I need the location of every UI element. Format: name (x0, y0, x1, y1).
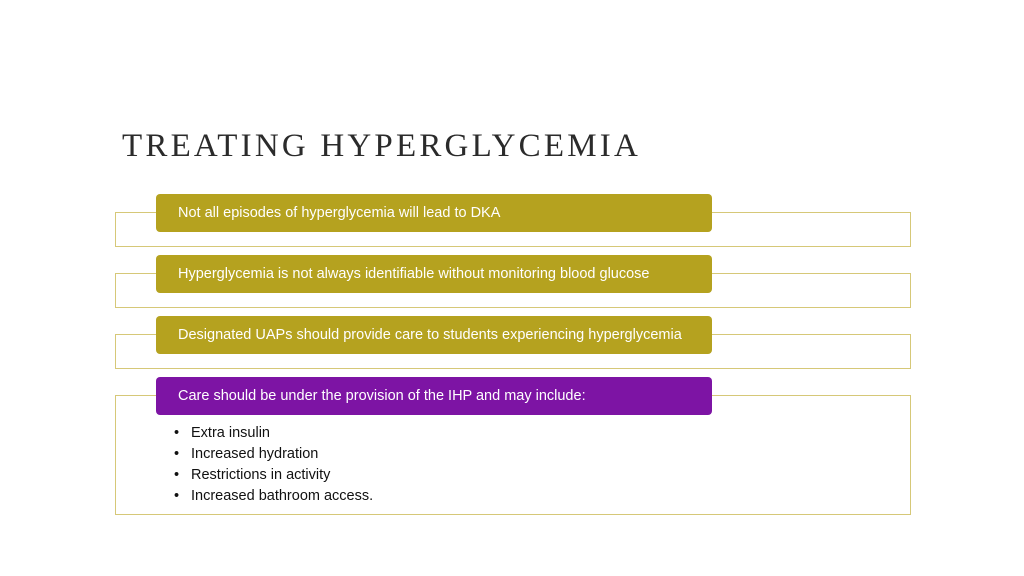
list-item (174, 465, 373, 486)
list-item (174, 444, 373, 465)
list-item (174, 486, 373, 507)
care-heading-text: Care should be under the provision of the IHP and may include: (178, 388, 586, 404)
point-label-bar (156, 255, 712, 293)
point-text: Not all episodes of hyperglycemia will lead to DKA (178, 205, 501, 221)
bullet-dot-icon: • (174, 488, 180, 504)
point-label-bar (156, 194, 712, 232)
point-text: Hyperglycemia is not always identifiable without monitoring blood glucose (178, 266, 650, 282)
point-text: Designated UAPs should provide care to students experiencing hyperglycemia (178, 327, 682, 343)
list-item-text: Increased hydration (191, 446, 319, 462)
bullet-dot-icon: • (174, 467, 180, 483)
care-bullet-list (174, 423, 373, 507)
care-heading-bar (156, 377, 712, 415)
slide-title: TREATING HYPERGLYCEMIA (122, 128, 641, 164)
bullet-dot-icon: • (174, 425, 180, 441)
point-label-bar (156, 316, 712, 354)
list-item-text: Restrictions in activity (191, 467, 331, 483)
bullet-dot-icon: • (174, 446, 180, 462)
list-item (174, 423, 373, 444)
list-item-text: Extra insulin (191, 425, 270, 441)
list-item-text: Increased bathroom access. (191, 488, 374, 504)
